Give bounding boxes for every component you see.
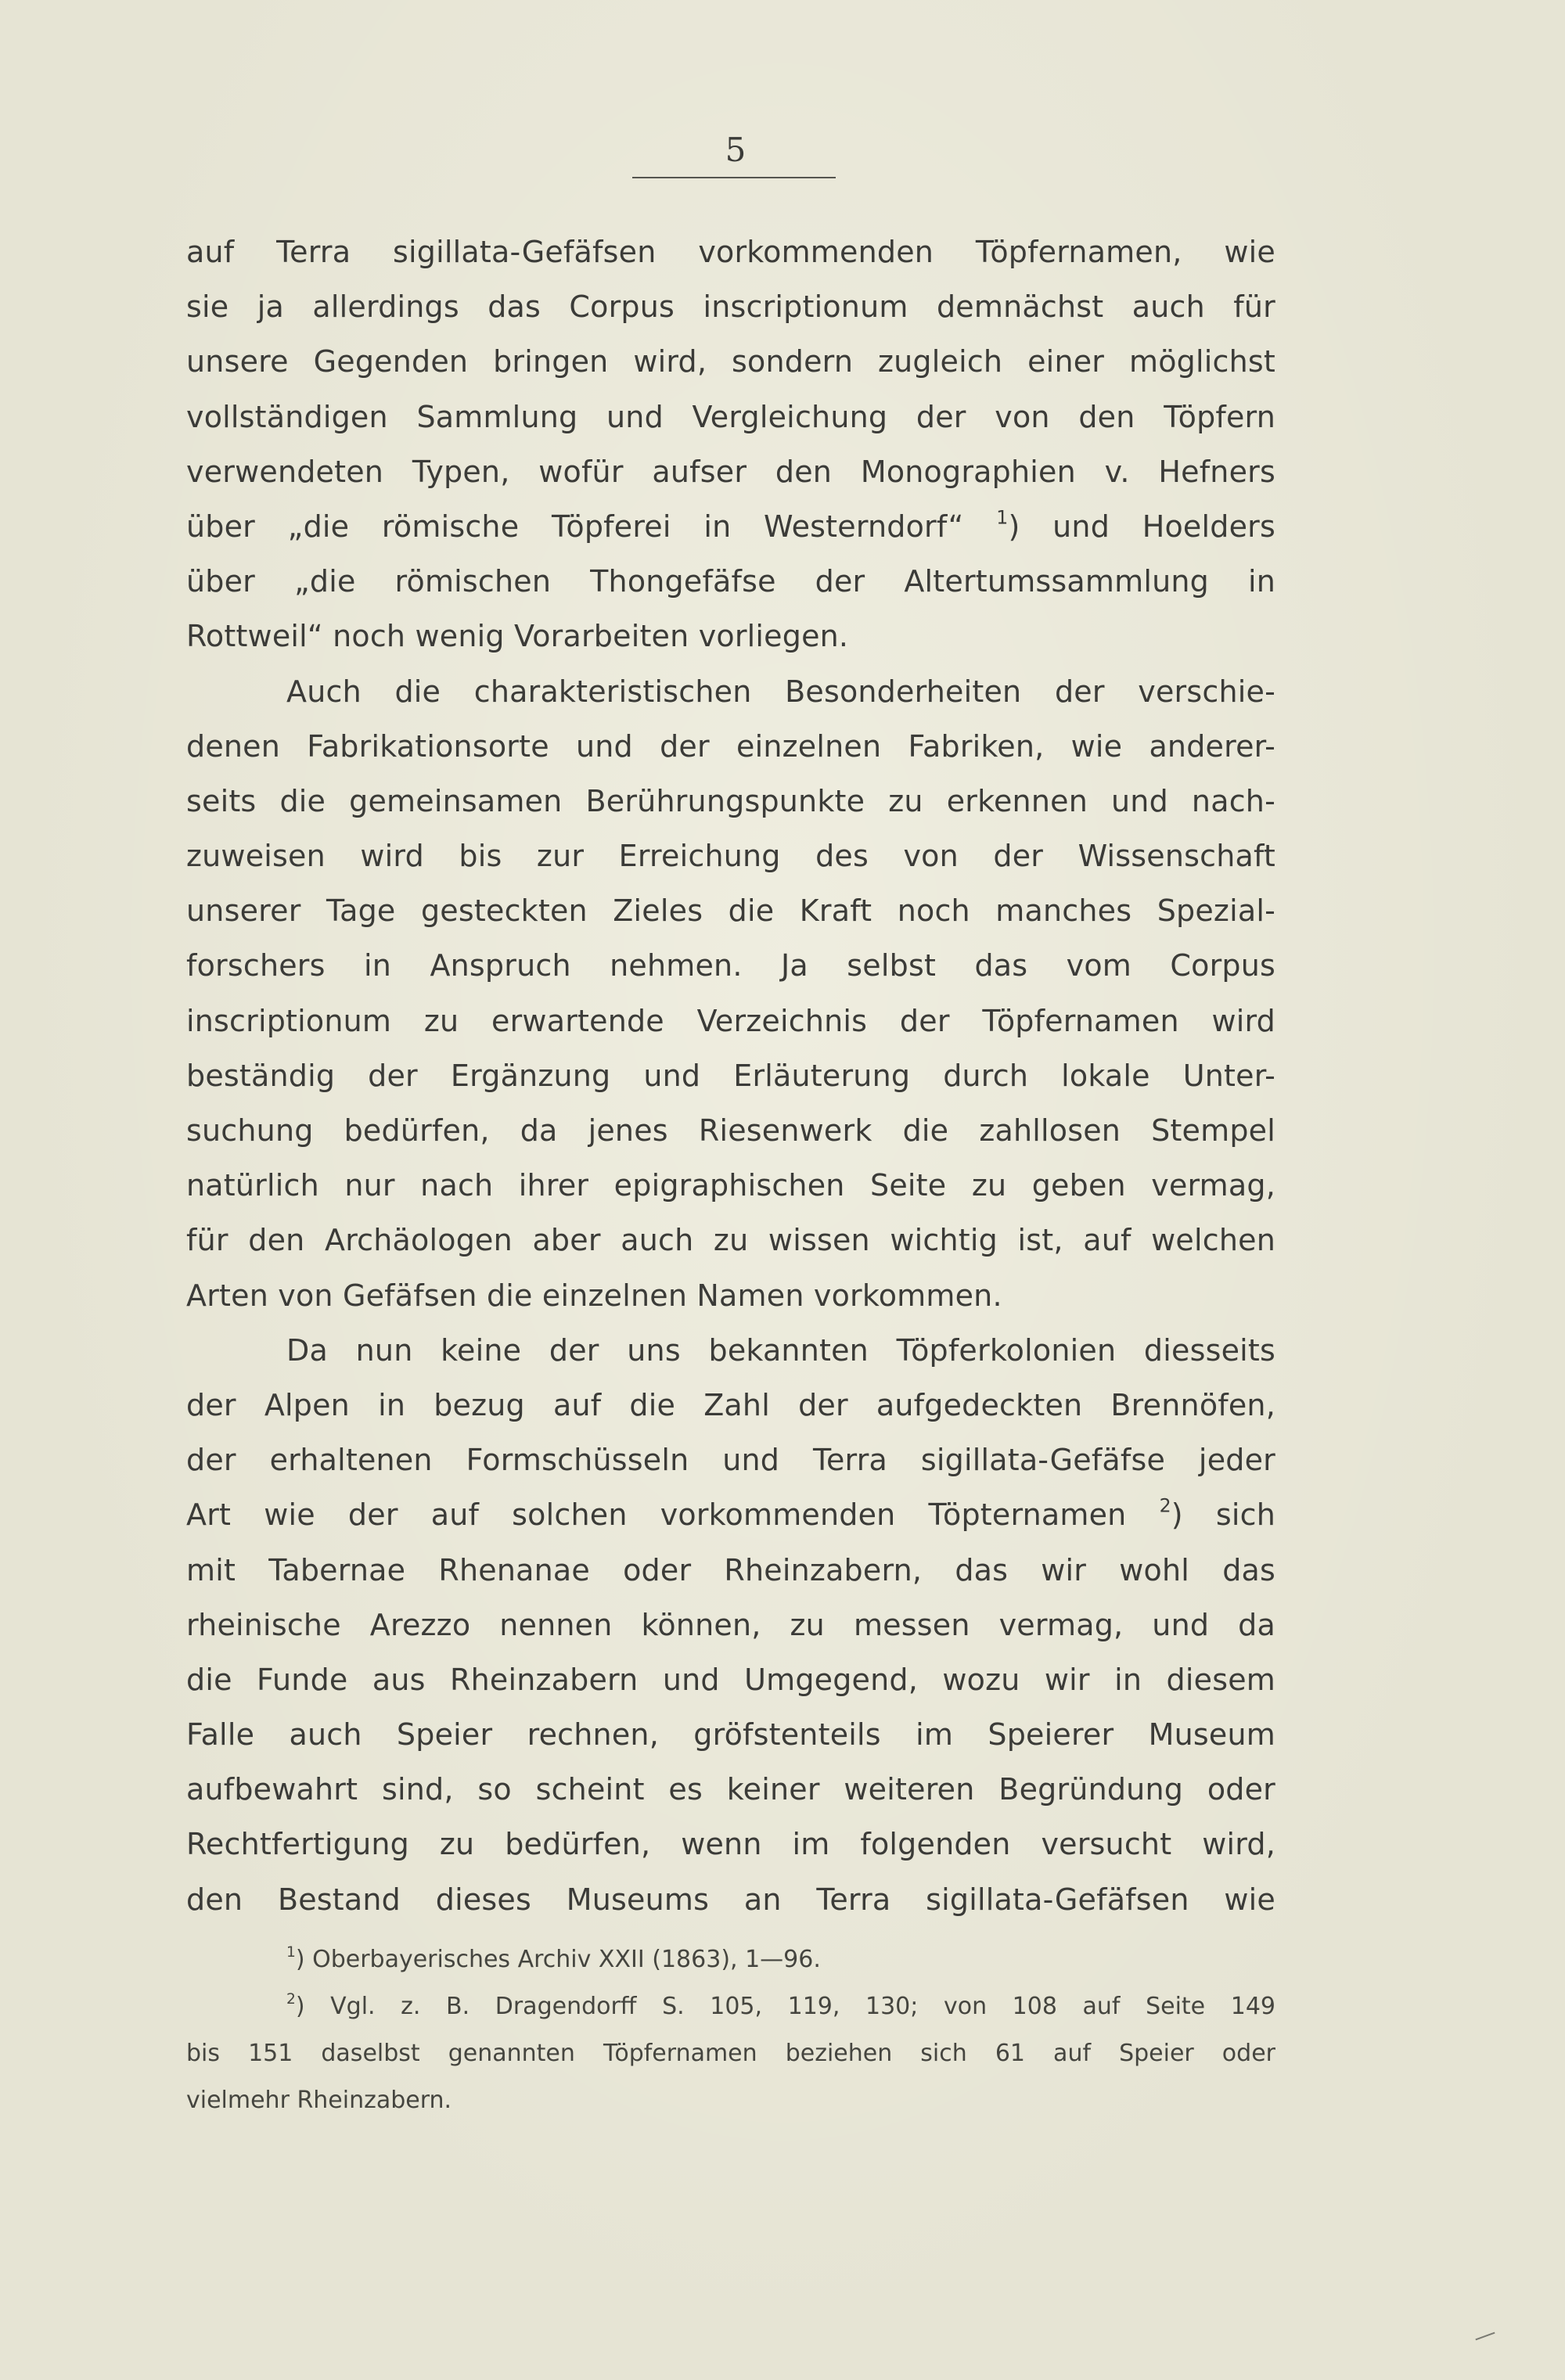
text-line: vollständigen Sammlung und Vergleichung der von den Töpfern: [186, 399, 1275, 434]
paragraph-2: [186, 664, 1275, 1323]
text-fragment: über „die römische Töpferei in Westerndorf“: [186, 509, 964, 544]
page-blemish: [1475, 2332, 1495, 2341]
text-line: denen Fabrikationsorte und der einzelnen Fabriken, wie anderer-: [186, 728, 1275, 764]
text-line: rheinische Arezzo nennen können, zu messen vermag, und da: [186, 1607, 1275, 1642]
text-line: unserer Tage gesteckten Zieles die Kraft noch manches Spezial-: [186, 893, 1275, 929]
text-line: Da nun keine der uns bekannten Töpferkolonien diesseits: [286, 1332, 1275, 1368]
text-line: beständig der Ergänzung und Erläuterung durch lokale Unter-: [186, 1058, 1275, 1093]
text-fragment: ) und Hoelders: [1008, 509, 1275, 544]
footnote-line: bis 151 daselbst genannten Töpfernamen beziehen sich 61 auf Speier oder: [186, 2040, 1275, 2067]
text-fragment: Art wie der auf solchen vorkommenden Töpternamen: [186, 1497, 1127, 1533]
page-number: 5: [725, 131, 747, 169]
text-line: aufbewahrt sind, so scheint es keiner weiteren Begründung oder: [186, 1772, 1275, 1807]
text-line-with-footnote-ref: [186, 1487, 1275, 1542]
paragraph-1: [186, 225, 1275, 664]
text-line: Auch die charakteristischen Besonderheiten der verschie-: [286, 674, 1275, 709]
text-line: auf Terra sigillata-Gefäfsen vorkommenden Töpfernamen, wie: [186, 235, 1275, 269]
text-line: Rottweil“ noch wenig Vorarbeiten vorliegen.: [186, 619, 849, 654]
text-line: natürlich nur nach ihrer epigraphischen Seite zu geben vermag,: [186, 1168, 1275, 1203]
text-line: über „die römischen Thongefäfse der Altertumssammlung in: [186, 564, 1275, 599]
footnote-marker: 2: [286, 1990, 296, 2008]
text-line: Rechtfertigung zu bedürfen, wenn im folgenden versucht wird,: [186, 1827, 1275, 1862]
text-fragment: ) sich: [1171, 1497, 1276, 1533]
footnote-1: [186, 1936, 1275, 1983]
text-line: Falle auch Speier rechnen, gröfstenteils im Speierer Museum: [186, 1717, 1275, 1753]
text-line: forschers in Anspruch nehmen. Ja selbst das vom Corpus: [186, 948, 1275, 983]
text-line: unsere Gegenden bringen wird, sondern zugleich einer möglichst: [186, 344, 1275, 379]
text-line: der erhaltenen Formschüsseln und Terra sigillata-Gefäfse jeder: [186, 1443, 1275, 1478]
text-line: zuweisen wird bis zur Erreichung des von der Wissenschaft: [186, 839, 1275, 874]
text-line: der Alpen in bezug auf die Zahl der aufgedeckten Brennöfen,: [186, 1387, 1275, 1422]
footnote-line: [186, 1983, 1275, 2030]
footnotes: [186, 1936, 1275, 2124]
text-line: für den Archäologen aber auch zu wissen wichtig ist, auf welchen: [186, 1223, 1275, 1258]
footnote-text: ) Oberbayerisches Archiv XXII (1863), 1—96.: [295, 1946, 821, 1973]
header-rule: [632, 177, 836, 178]
text-line: mit Tabernae Rhenanae oder Rheinzabern, das wir wohl das: [186, 1552, 1275, 1587]
text-line: verwendeten Typen, wofür aufser den Monographien v. Hefners: [186, 454, 1275, 489]
footnote-marker: 1: [286, 1943, 296, 1961]
text-line: inscriptionum zu erwartende Verzeichnis der Töpfernamen wird: [186, 1003, 1275, 1038]
footnote-text: ) Vgl. z. B. Dragendorff S. 105, 119, 130; von 108 auf Seite 149: [295, 1993, 1275, 2020]
text-line: seits die gemeinsamen Berührungspunkte zu erkennen und nach-: [186, 783, 1275, 818]
footnote-line: [186, 1936, 1275, 1983]
text-line: den Bestand dieses Museums an Terra sigillata-Gefäfsen wie: [186, 1882, 1275, 1917]
footnote-2: [186, 1983, 1275, 2124]
text-line: Arten von Gefäfsen die einzelnen Namen vorkommen.: [186, 1278, 1002, 1313]
body-text: [186, 225, 1275, 1927]
text-line-with-footnote-ref: [186, 499, 1275, 554]
footnote-ref-2: 2: [1159, 1494, 1171, 1517]
text-line: suchung bedürfen, da jenes Riesenwerk die zahllosen Stempel: [186, 1113, 1275, 1148]
footnote-line: vielmehr Rheinzabern.: [186, 2087, 452, 2114]
text-line: die Funde aus Rheinzabern und Umgegend, wozu wir in diesem: [186, 1662, 1275, 1697]
footnote-ref-1: 1: [996, 506, 1009, 529]
paragraph-3: [186, 1323, 1275, 1927]
text-line: sie ja allerdings das Corpus inscriptionum demnächst auch für: [186, 289, 1275, 325]
